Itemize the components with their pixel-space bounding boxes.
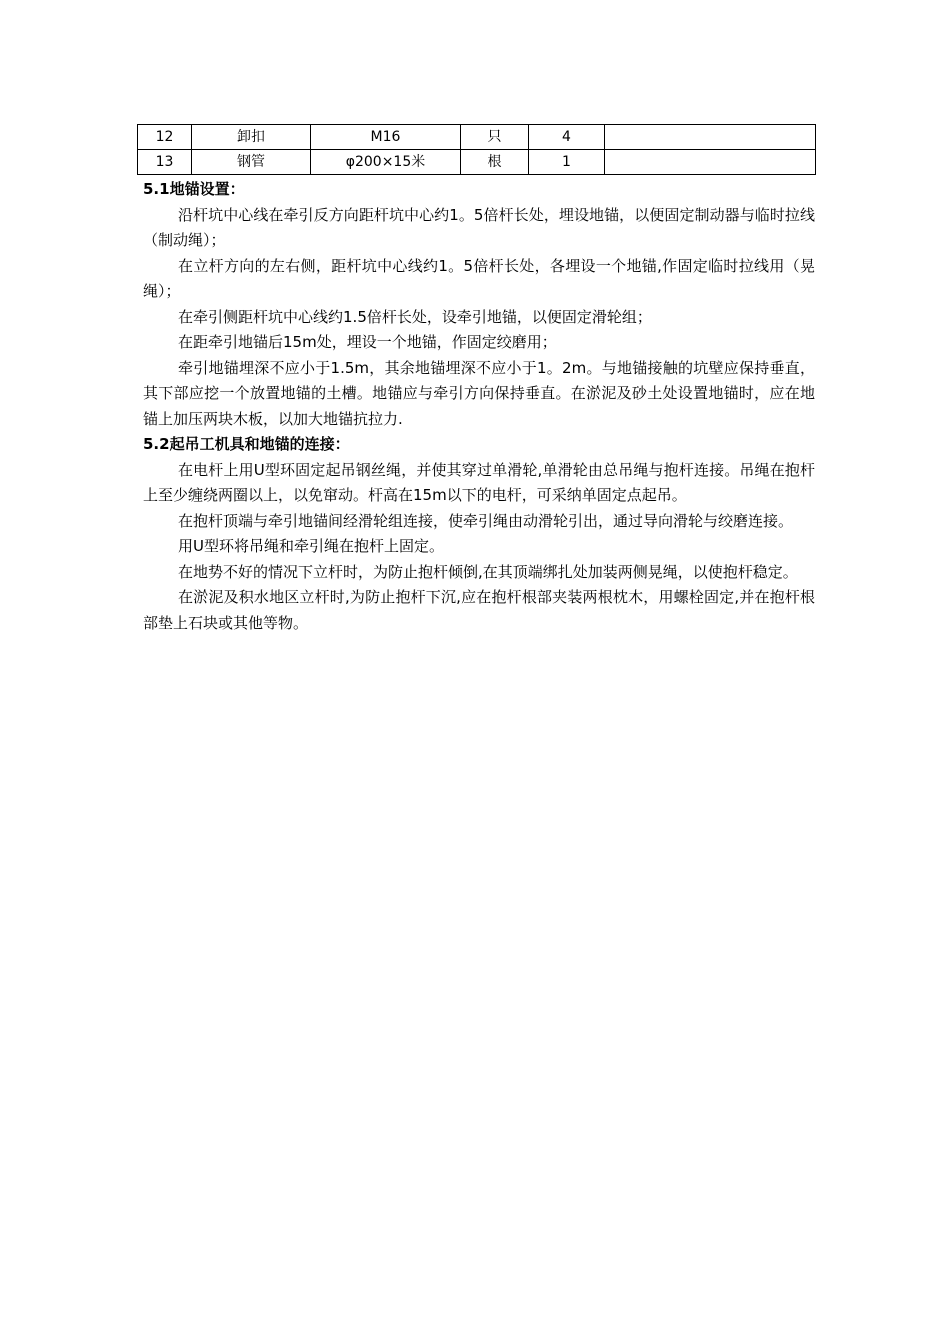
table-cell-unit: 根 xyxy=(461,150,529,175)
paragraph: 在牵引侧距杆坑中心线约1.5倍杆长处，设牵引地锚，以便固定滑轮组； xyxy=(178,307,652,326)
paragraph: 在淤泥及积水地区立杆时,为防止抱杆下沉,应在抱杆根部夹装两根枕木，用螺栓固定,并在抱杆根部垫上石块或其他等物。 xyxy=(143,588,815,632)
table-cell-name: 卸扣 xyxy=(192,125,311,150)
table-cell-name: 钢管 xyxy=(192,150,311,175)
table-cell-spec: φ200×15米 xyxy=(311,150,461,175)
paragraph: 在抱杆顶端与牵引地锚间经滑轮组连接，使牵引绳由动滑轮引出，通过导向滑轮与绞磨连接。 xyxy=(178,511,794,530)
table-cell-note xyxy=(605,150,816,175)
paragraph: 沿杆坑中心线在牵引反方向距杆坑中心约1。5倍杆长处，埋设地锚，以便固定制动器与临时拉线（制动绳）； xyxy=(143,205,815,249)
paragraph: 在立杆方向的左右侧，距杆坑中心线约1。5倍杆长处，各埋设一个地锚,作固定临时拉线用（晃绳）； xyxy=(143,256,815,300)
table-cell-note xyxy=(605,125,816,150)
table-cell-index: 12 xyxy=(138,125,192,150)
document-body xyxy=(143,177,815,636)
table-cell-quantity: 1 xyxy=(529,150,605,175)
paragraph: 牵引地锚埋深不应小于1.5m，其余地锚埋深不应小于1。2m。与地锚接触的坑壁应保持垂直，其下部应挖一个放置地锚的土槽。地锚应与牵引方向保持垂直。在淤泥及砂土处设置地锚时，应在地锚上加压两块木板，以加大地锚抗拉力. xyxy=(143,358,815,428)
section-heading-lifting-connection: 5.2起吊工机具和地锚的连接： xyxy=(143,435,350,453)
table-cell-spec: M16 xyxy=(311,125,461,150)
table-row xyxy=(138,125,816,150)
table-cell-quantity: 4 xyxy=(529,125,605,150)
paragraph: 在地势不好的情况下立杆时，为防止抱杆倾倒,在其顶端绑扎处加装两侧晃绳，以使抱杆稳定。 xyxy=(178,562,798,581)
section-heading-anchor-setup: 5.1地锚设置： xyxy=(143,180,245,198)
paragraph: 在距牵引地锚后15m处，埋设一个地锚，作固定绞磨用； xyxy=(178,333,557,351)
table-cell-unit: 只 xyxy=(461,125,529,150)
table-row xyxy=(138,150,816,175)
paragraph: 在电杆上用U型环固定起吊钢丝绳，并使其穿过单滑轮,单滑轮由总吊绳与抱杆连接。吊绳在抱杆上至少缠绕两圈以上，以免窜动。杆高在15m以下的电杆，可采纳单固定点起吊。 xyxy=(143,460,815,504)
table-cell-index: 13 xyxy=(138,150,192,175)
paragraph: 用U型环将吊绳和牵引绳在抱杆上固定。 xyxy=(178,537,444,555)
equipment-table xyxy=(137,124,816,175)
